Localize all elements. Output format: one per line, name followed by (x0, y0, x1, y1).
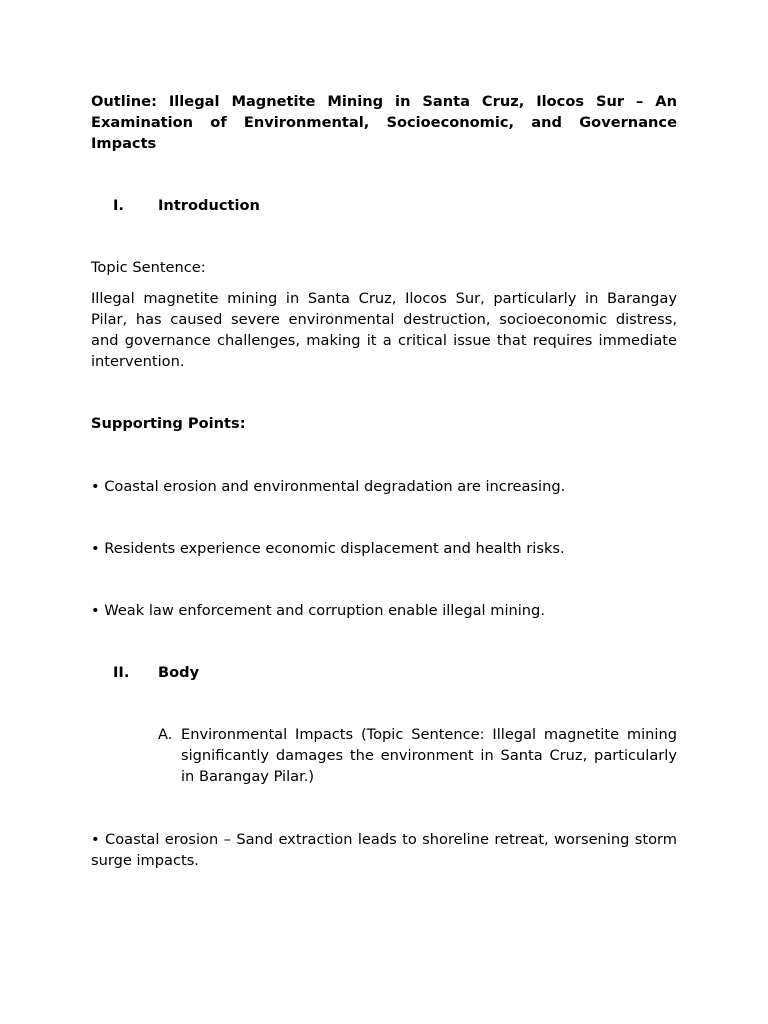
section-number: II. (113, 664, 130, 681)
subsection-environmental-impacts (158, 724, 677, 787)
subsection-letter: A. (158, 726, 173, 743)
section-heading-body (113, 662, 199, 683)
supporting-points-heading: Supporting Points: (91, 415, 246, 432)
list-item: • Weak law enforcement and corruption enable illegal mining. (91, 602, 545, 619)
subsection-text: Environmental Impacts (Topic Sentence: Illegal magnetite mining significantly damages the environment in Santa Cruz, particularly in Barangay Pilar.) (181, 726, 677, 785)
list-item: • Coastal erosion – Sand extraction leads to shoreline retreat, worsening storm surge impacts. (91, 831, 677, 869)
section-title: Body (158, 664, 200, 681)
section-title: Introduction (158, 197, 260, 214)
topic-sentence-text: Illegal magnetite mining in Santa Cruz, Ilocos Sur, particularly in Barangay Pilar, has caused severe environmental destruction, socioeconomic distress, and governance challenges, making it a critical issue that requires immediate intervention. (91, 290, 677, 370)
section-number: I. (113, 197, 124, 214)
list-item: • Coastal erosion and environmental degradation are increasing. (91, 478, 566, 495)
section-heading-introduction (113, 195, 260, 216)
document-title: Outline: Illegal Magnetite Mining in Santa Cruz, Ilocos Sur – An Examination of Environmental, Socioeconomic, and Governance Impacts (91, 93, 677, 152)
topic-sentence-label: Topic Sentence: (91, 259, 206, 276)
list-item: • Residents experience economic displacement and health risks. (91, 540, 565, 557)
